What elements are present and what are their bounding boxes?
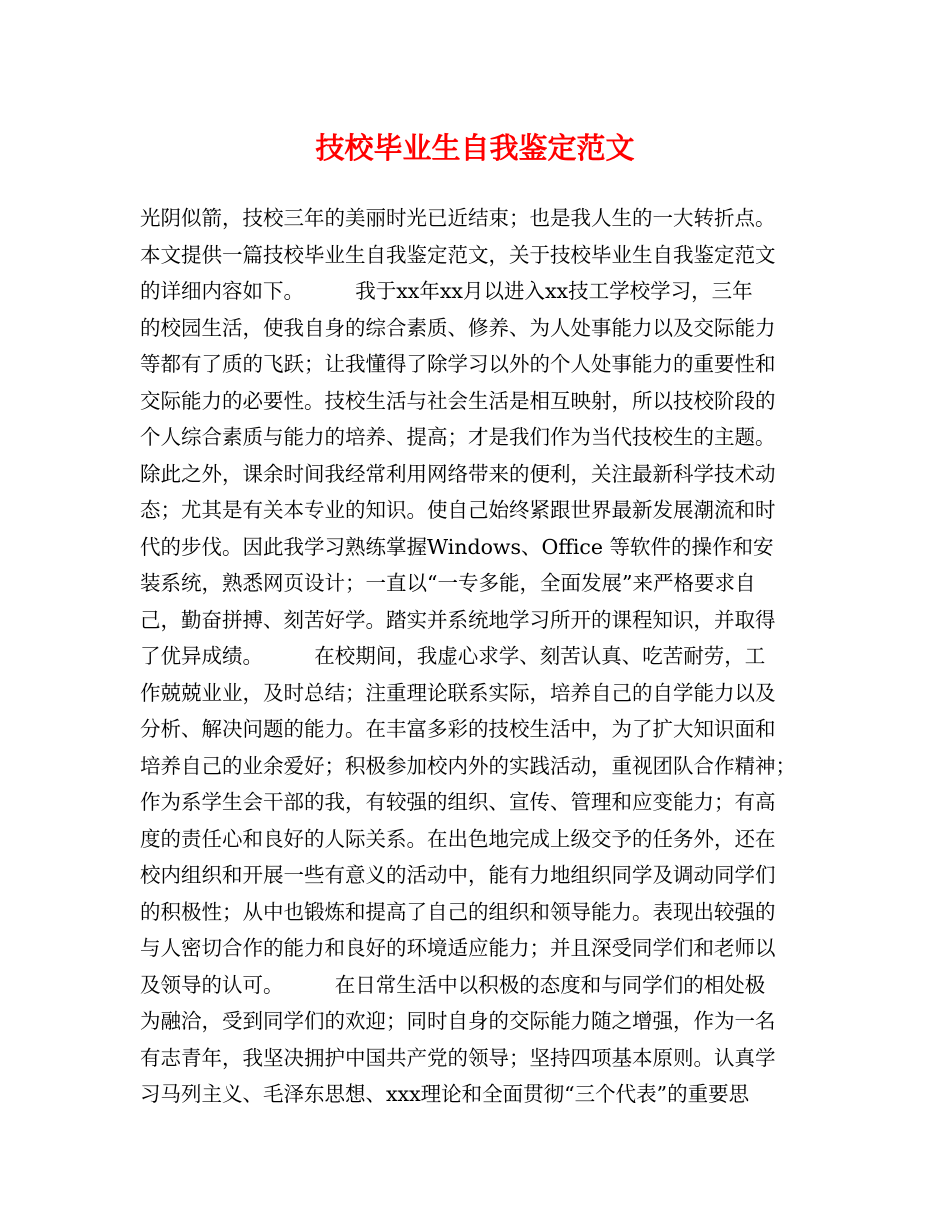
body-line: 等都有了质的飞跃；让我懂得了除学习以外的个人处事能力的重要性和 (140, 352, 776, 376)
body-line: 的校园生活，使我自身的综合素质、修养、为人处事能力以及交际能力 (140, 315, 776, 340)
body-line: 的详细内容如下。 我于xx年xx月以进入xx技工学校学习，三年 (140, 279, 753, 303)
body-line: 作为系学生会干部的我，有较强的组织、宣传、管理和应变能力；有高 (140, 790, 776, 814)
body-line: 为融洽，受到同学们的欢迎；同时自身的交际能力随之增强，作为一名 (140, 1009, 776, 1033)
document-title: 技校毕业生自我鉴定范文 (315, 131, 635, 165)
body-line: 度的责任心和良好的人际关系。在出色地完成上级交予的任务外，还在 (140, 826, 776, 851)
body-line: 的积极性；从中也锻炼和提高了自己的组织和领导能力。表现出较强的 (140, 899, 776, 924)
document-body (140, 200, 820, 1113)
body-line: 了优异成绩。 在校期间，我虚心求学、刻苦认真、吃苦耐劳，工 (140, 644, 766, 668)
body-line: 有志青年，我坚决拥护中国共产党的领导；坚持四项基本原则。认真学 (140, 1045, 776, 1070)
body-line: 个人综合素质与能力的培养、提高；才是我们作为当代技校生的主题。 (140, 425, 776, 449)
body-line: 代的步伐。因此我学习熟练掌握Windows、Office 等软件的操作和安 (140, 534, 774, 559)
body-line: 除此之外，课余时间我经常利用网络带来的便利，关注最新科学技术动 (140, 461, 776, 486)
body-line: 作兢兢业业，及时总结；注重理论联系实际，培养自己的自学能力以及 (140, 680, 776, 705)
body-line: 及领导的认可。 在日常生活中以积极的态度和与同学们的相处极 (140, 972, 766, 997)
body-line: 与人密切合作的能力和良好的环境适应能力；并且深受同学们和老师以 (140, 936, 776, 960)
body-line: 光阴似箭，技校三年的美丽时光已近结束；也是我人生的一大转折点。 (140, 206, 776, 230)
body-line: 分析、解决问题的能力。在丰富多彩的技校生活中，为了扩大知识面和 (140, 717, 776, 741)
body-line: 习马列主义、毛泽东思想、xxx理论和全面贯彻“三个代表”的重要思 (140, 1082, 750, 1106)
body-line: 己，勤奋拼搏、刻苦好学。踏实并系统地学习所开的课程知识，并取得 (140, 607, 776, 632)
body-line: 态；尤其是有关本专业的知识。使自己始终紧跟世界最新发展潮流和时 (140, 498, 776, 522)
body-line: 装系统，熟悉网页设计；一直以“一专多能，全面发展”来严格要求自 (140, 571, 756, 595)
body-line: 本文提供一篇技校毕业生自我鉴定范文，关于技校毕业生自我鉴定范文 (140, 242, 776, 267)
body-line: 校内组织和开展一些有意义的活动中，能有力地组织同学及调动同学们 (140, 863, 776, 887)
body-line: 培养自己的业余爱好；积极参加校内外的实践活动，重视团队合作精神； (140, 753, 796, 778)
body-line: 交际能力的必要性。技校生活与社会生活是相互映射，所以技校阶段的 (140, 388, 776, 413)
